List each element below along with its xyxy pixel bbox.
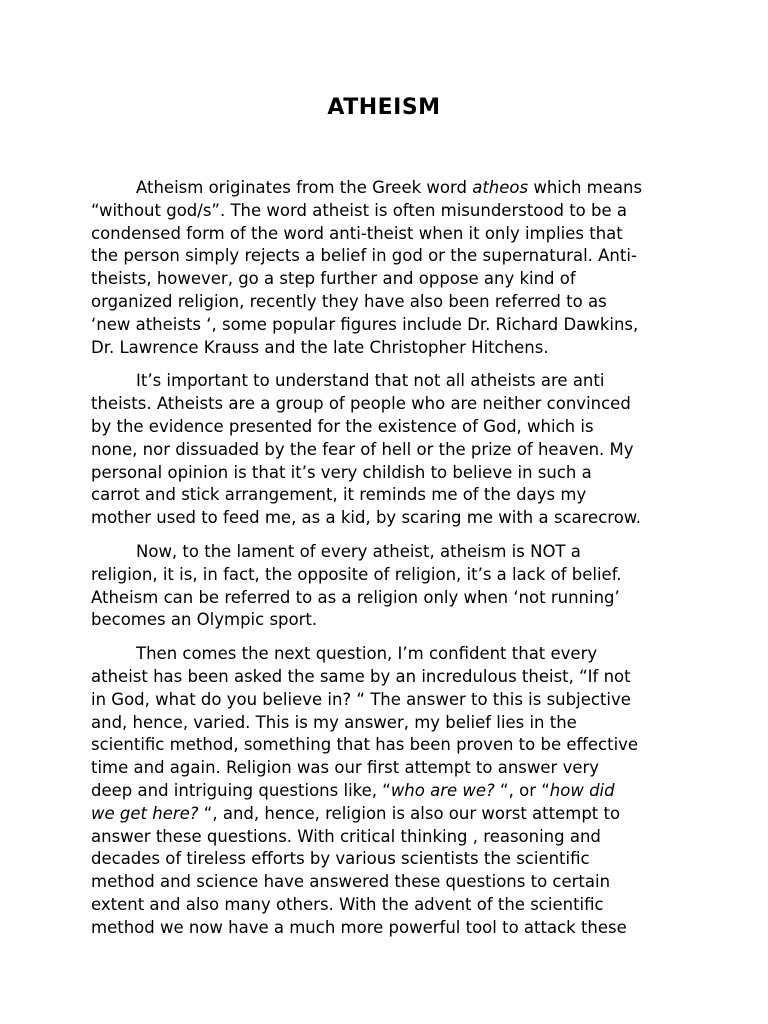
text-line xyxy=(91,507,677,530)
text-segment: carrot and stick arrangement, it reminds me of the days my xyxy=(91,485,587,505)
text-segment: none, nor dissuaded by the fear of hell or the prize of heaven. My xyxy=(91,439,634,459)
text-segment: in God, what do you believe in? “ The answer to this is subjective xyxy=(91,689,631,709)
text-line xyxy=(91,564,677,587)
text-segment: which means xyxy=(528,178,643,197)
text-segment: decades of tireless efforts by various scientists the scientific xyxy=(91,849,590,869)
text-line xyxy=(91,370,677,393)
text-line xyxy=(91,439,677,462)
text-line xyxy=(91,587,677,610)
text-segment: deep and intriguing questions like, “ xyxy=(91,780,391,800)
text-line xyxy=(91,689,677,712)
text-segment: by the evidence presented for the existence of God, which is xyxy=(91,416,594,436)
text-line xyxy=(91,314,677,337)
text-line xyxy=(91,757,677,780)
text-segment: method we now have a much more powerful tool to attack these xyxy=(91,917,627,937)
text-line xyxy=(91,177,677,200)
text-line xyxy=(91,780,677,803)
text-line xyxy=(91,268,677,291)
text-segment: Atheism originates from the Greek word xyxy=(136,178,473,197)
text-segment: Now, to the lament of every atheist, atheism is NOT a xyxy=(136,541,581,561)
text-line xyxy=(91,223,677,246)
document-title: ATHEISM xyxy=(327,95,441,120)
text-segment: method and science have answered these questions to certain xyxy=(91,872,611,892)
text-segment: mother used to feed me, as a kid, by scaring me with a scarecrow. xyxy=(91,508,642,528)
text-segment: “without god/s”. The word atheist is often misunderstood to be a xyxy=(91,200,627,220)
paragraph xyxy=(91,541,677,632)
text-line xyxy=(91,848,677,871)
text-segment: “, and, hence, religion is also our worst attempt to xyxy=(198,803,621,823)
text-line xyxy=(91,291,677,314)
text-segment: atheist has been asked the same by an incredulous theist, “If not xyxy=(91,666,631,686)
text-segment: condensed form of the word anti-theist when it only implies that xyxy=(91,223,623,243)
text-segment: organized religion, recently they have also been referred to as xyxy=(91,291,607,311)
italic-text: how did xyxy=(549,780,615,800)
text-line xyxy=(91,826,677,849)
text-line xyxy=(91,484,677,507)
italic-text: we get here? xyxy=(91,803,199,823)
italic-text: atheos xyxy=(472,178,529,197)
text-line xyxy=(91,337,677,360)
paragraph xyxy=(91,177,677,359)
text-line xyxy=(91,393,677,416)
text-segment: becomes an Olympic sport. xyxy=(91,610,318,630)
text-line xyxy=(91,609,677,632)
text-segment: extent and also many others. With the advent of the scientific xyxy=(91,894,604,914)
text-line xyxy=(91,200,677,223)
text-segment: It’s important to understand that not all atheists are anti xyxy=(136,371,605,391)
text-line xyxy=(91,245,677,268)
text-line xyxy=(91,894,677,917)
text-line xyxy=(91,643,677,666)
text-line xyxy=(91,416,677,439)
text-segment: theists, however, go a step further and oppose any kind of xyxy=(91,269,576,289)
text-line xyxy=(91,803,677,826)
italic-text: who are we? xyxy=(390,780,495,800)
text-line xyxy=(91,666,677,689)
document-body xyxy=(91,177,677,951)
text-segment: scientific method, something that has been proven to be effective xyxy=(91,735,639,755)
text-line xyxy=(91,871,677,894)
text-line xyxy=(91,462,677,485)
text-segment: time and again. Religion was our first attempt to answer very xyxy=(91,758,600,778)
text-segment: the person simply rejects a belief in god or the supernatural. Anti- xyxy=(91,246,637,266)
text-segment: “, or “ xyxy=(494,780,550,800)
text-segment: Then comes the next question, I’m confident that every xyxy=(136,644,598,664)
text-segment: ‘new atheists ‘, some popular figures include Dr. Richard Dawkins, xyxy=(91,314,639,334)
text-segment: Atheism can be referred to as a religion only when ‘not running’ xyxy=(91,587,620,607)
text-line xyxy=(91,712,677,735)
text-segment: and, hence, varied. This is my answer, my belief lies in the xyxy=(91,712,577,732)
text-line xyxy=(91,734,677,757)
paragraph xyxy=(91,370,677,530)
text-segment: answer these questions. With critical thinking , reasoning and xyxy=(91,826,601,846)
text-segment: theists. Atheists are a group of people who are neither convinced xyxy=(91,394,631,414)
text-segment: personal opinion is that it’s very childish to believe in such a xyxy=(91,462,592,482)
text-segment: Dr. Lawrence Krauss and the late Christopher Hitchens. xyxy=(91,337,549,357)
text-line xyxy=(91,541,677,564)
text-line xyxy=(91,917,677,940)
paragraph xyxy=(91,643,677,939)
text-segment: religion, it is, in fact, the opposite of religion, it’s a lack of belief. xyxy=(91,564,622,584)
